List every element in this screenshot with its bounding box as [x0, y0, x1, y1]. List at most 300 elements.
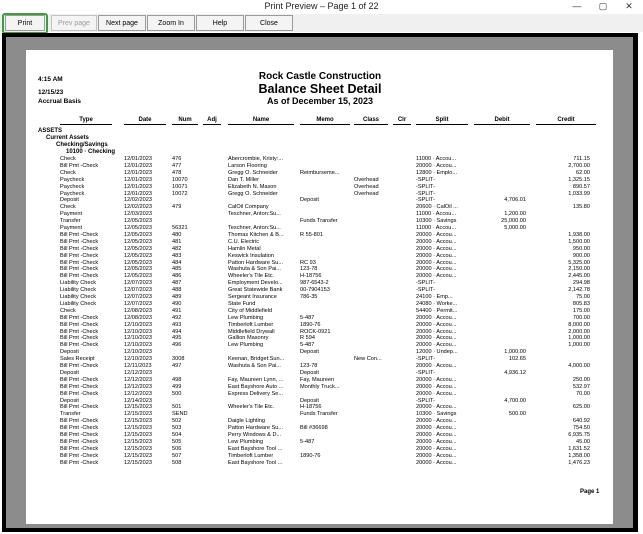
col-underline: [416, 124, 468, 125]
table-row: [0, 329, 643, 335]
cell-split: 20000 · Accou...: [416, 438, 457, 445]
cell-type: Sales Receipt: [60, 356, 95, 363]
col-header-debit: Debit: [494, 117, 510, 123]
cell-split: 24080 · Worke...: [416, 300, 458, 307]
cell-num: 504: [172, 432, 182, 438]
cell-credit: 70.00: [576, 390, 590, 397]
cell-num: 10072: [172, 190, 188, 197]
cell-type: Bill Pmt -Check: [60, 273, 99, 280]
table-row: [0, 232, 643, 238]
cell-split: -SPLIT-: [416, 183, 435, 190]
cell-name: CalOil Company: [228, 204, 269, 211]
cell-memo: Deposit: [300, 197, 319, 204]
cell-date: 12/05/2023: [124, 245, 152, 252]
cell-num: 491: [172, 307, 182, 314]
table-row: [0, 446, 643, 452]
cell-type: Bill Pmt -Check: [60, 245, 99, 252]
cell-type: Deposit: [60, 369, 79, 376]
restore-icon[interactable]: ▢: [598, 1, 608, 11]
cell-date: 12/01/2023: [124, 190, 152, 197]
cell-date: 12/15/2023: [124, 411, 152, 418]
cell-type: Bill Pmt -Check: [60, 404, 99, 411]
report-basis: Accrual Basis: [38, 98, 81, 105]
col-header-credit: Credit: [557, 117, 575, 123]
cell-num: SEND: [172, 411, 188, 418]
cell-num: 484: [172, 259, 182, 266]
cell-date: 12/03/2023: [124, 211, 152, 218]
cell-name: Abercrombie, Kristy:...: [228, 156, 284, 162]
cell-split: 20600 · CalOil ...: [416, 204, 458, 211]
cell-name: Lew Plumbing: [228, 342, 264, 349]
cell-split: 20000 · Accou...: [416, 383, 457, 390]
cell-split: -SPLIT-: [416, 280, 435, 287]
table-row: [0, 225, 643, 231]
cell-date: 12/05/2023: [124, 273, 152, 280]
cell-split: 20000 · Accou...: [416, 273, 457, 280]
cell-memo: 123-78: [300, 266, 318, 273]
section-assets: ASSETS: [38, 128, 63, 134]
cell-memo: 987-6543-2: [300, 280, 329, 287]
table-row: [0, 439, 643, 445]
cell-split: 20000 · Accou...: [416, 252, 457, 259]
cell-date: 12/01/2023: [124, 176, 152, 183]
cell-split: -SPLIT-: [416, 176, 435, 183]
cell-memo: 123-78: [300, 363, 318, 369]
cell-date: 12/10/2023: [124, 321, 152, 328]
cell-name: Keswick Insulation: [228, 252, 275, 259]
cell-num: 3008: [172, 356, 185, 363]
close-window-icon[interactable]: ✕: [625, 1, 633, 11]
cell-split: 54400 · Permit...: [416, 307, 458, 314]
cell-split: 20000 · Accou...: [416, 231, 457, 238]
cell-type: Bill Pmt -Check: [60, 328, 99, 335]
cell-name: Gregg O. Schneider: [228, 169, 278, 176]
cell-memo: R 594: [300, 335, 315, 342]
cell-split: -SPLIT-: [416, 397, 435, 404]
cell-date: 12/05/2023: [124, 266, 152, 273]
cell-split: 12000 · Undep...: [416, 349, 458, 356]
report-time: 4:15 AM: [38, 76, 63, 83]
cell-name: Employment Develo...: [228, 280, 283, 287]
cell-date: 12/05/2023: [124, 225, 152, 231]
table-row: [0, 391, 643, 397]
cell-credit: 1,938.00: [568, 231, 590, 238]
cell-split: 11000 · Accou...: [416, 156, 457, 162]
cell-memo: H-18756: [300, 273, 322, 280]
cell-split: 20000 · Accou...: [416, 404, 457, 411]
cell-type: Bill Pmt -Check: [60, 438, 99, 445]
table-row: [0, 280, 643, 286]
cell-memo: 5-487: [300, 314, 315, 321]
table-row: [0, 356, 643, 362]
cell-type: Transfer: [60, 411, 81, 418]
table-row: [0, 315, 643, 321]
cell-date: 12/14/2023: [124, 397, 152, 404]
cell-split: 12800 · Emplo...: [416, 169, 458, 176]
cell-split: 10300 · Savings: [416, 411, 457, 418]
cell-credit: 2,142.78: [568, 287, 590, 294]
cell-date: 12/12/2023: [124, 369, 152, 376]
cell-split: -SPLIT-: [416, 356, 435, 363]
cell-memo: ROCK-0921: [300, 328, 331, 335]
col-header-date: Date: [138, 117, 152, 123]
cell-type: Check: [60, 169, 76, 176]
table-row: [0, 335, 643, 341]
cell-type: Bill Pmt -Check: [60, 335, 99, 342]
company-name: Rock Castle Construction: [258, 71, 382, 82]
cell-split: 20000 · Accou...: [416, 266, 457, 273]
cell-credit: 950.00: [572, 245, 590, 252]
cell-date: 12/07/2023: [124, 300, 152, 307]
cell-credit: 1,000.00: [568, 335, 590, 342]
cell-date: 12/08/2023: [124, 314, 152, 321]
cell-class: New Con...: [354, 356, 382, 363]
col-header-memo: Memo: [316, 117, 334, 123]
minimize-icon[interactable]: —: [572, 1, 582, 11]
cell-type: Transfer: [60, 218, 81, 225]
cell-type: Bill Pmt -Check: [60, 162, 99, 169]
cell-num: 483: [172, 252, 182, 259]
cell-memo: 1890-76: [300, 321, 321, 328]
report-title: Balance Sheet Detail: [258, 82, 382, 96]
cell-split: -SPLIT-: [416, 369, 435, 376]
cell-credit: 625.00: [572, 404, 590, 411]
table-row: [0, 246, 643, 252]
cell-memo: 5-487: [300, 342, 315, 349]
cell-num: 503: [172, 425, 182, 432]
cell-credit: 250.00: [572, 376, 590, 383]
table-row: [0, 453, 643, 459]
cell-date: 12/12/2023: [124, 383, 152, 390]
cell-credit: 1,631.52: [568, 445, 590, 452]
cell-num: 501: [172, 404, 182, 411]
cell-debit: 500.00: [508, 411, 526, 418]
table-row: [0, 342, 643, 348]
cell-type: Bill Pmt -Check: [60, 459, 99, 466]
close-button[interactable]: Close: [245, 15, 293, 31]
cell-split: 20000 · Accou...: [416, 425, 457, 432]
help-button[interactable]: Help: [196, 15, 244, 31]
report-date: 12/15/23: [38, 89, 64, 96]
cell-date: 12/05/2023: [124, 252, 152, 259]
cell-date: 12/05/2023: [124, 238, 152, 245]
cell-date: 12/01/2023: [124, 169, 152, 176]
cell-memo: Deposit: [300, 349, 319, 356]
cell-memo: Reimburseme...: [300, 169, 340, 176]
cell-num: 508: [172, 459, 182, 466]
cell-memo: Monthly Truck...: [300, 383, 340, 390]
cell-date: 12/10/2023: [124, 328, 152, 335]
report-subtitle: As of December 15, 2023: [266, 96, 374, 106]
table-row: [0, 322, 643, 328]
cell-split: 20000 · Accou...: [416, 452, 457, 459]
cell-name: Hamlin Metal: [228, 245, 261, 252]
title-bar: [0, 0, 643, 14]
cell-credit: 2,000.00: [568, 328, 590, 335]
cell-credit: 890.57: [572, 183, 590, 190]
cell-name: Washuta & Son Pai...: [228, 363, 281, 369]
table-row: [0, 266, 643, 272]
col-underline: [203, 124, 221, 125]
prev-page-button[interactable]: Prev page: [51, 15, 97, 31]
cell-credit: 754.50: [572, 425, 590, 432]
cell-type: Deposit: [60, 197, 79, 204]
cell-name: Washuta & Son Pai...: [228, 266, 281, 273]
cell-num: 490: [172, 300, 182, 307]
table-row: [0, 204, 643, 210]
cell-num: 499: [172, 383, 182, 390]
cell-date: 12/10/2023: [124, 356, 152, 363]
cell-date: 12/07/2023: [124, 287, 152, 294]
cell-type: Bill Pmt -Check: [60, 418, 99, 425]
cell-num: 489: [172, 294, 182, 300]
table-row: [0, 156, 643, 162]
cell-name: Teschner, Anton:Su...: [228, 211, 281, 218]
cell-name: City of Middlefield: [228, 307, 273, 314]
cell-credit: 45.00: [576, 438, 590, 445]
cell-credit: 294.98: [572, 280, 590, 287]
table-row: [0, 370, 643, 376]
cell-credit: 8,000.00: [568, 321, 590, 328]
table-row: [0, 411, 643, 417]
cell-num: 488: [172, 287, 182, 294]
table-row: [0, 260, 643, 266]
cell-name: Sergeant Insurance: [228, 294, 277, 300]
cell-date: 12/10/2023: [124, 335, 152, 342]
cell-type: Liability Check: [60, 300, 97, 307]
cell-num: 497: [172, 363, 182, 369]
cell-credit: 175.00: [572, 307, 590, 314]
cell-credit: 532.97: [572, 383, 590, 390]
cell-name: C.U. Electric: [228, 238, 260, 245]
section-checking-savings: Checking/Savings: [56, 142, 108, 148]
cell-name: Elizabeth N. Mason: [228, 183, 277, 190]
table-row: [0, 170, 643, 176]
cell-date: 12/08/2023: [124, 307, 152, 314]
print-button[interactable]: Print: [5, 15, 45, 31]
cell-num: 479: [172, 204, 182, 211]
cell-date: 12/05/2023: [124, 231, 152, 238]
cell-num: 507: [172, 452, 182, 459]
cell-credit: 1,033.99: [568, 190, 590, 197]
cell-memo: 1890-76: [300, 452, 321, 459]
cell-num: 486: [172, 273, 182, 280]
cell-type: Deposit: [60, 397, 79, 404]
cell-type: Liability Check: [60, 287, 97, 294]
cell-num: 506: [172, 445, 182, 452]
cell-name: Timberloft Lumber: [228, 321, 274, 328]
col-underline: [228, 124, 294, 125]
cell-num: 505: [172, 438, 182, 445]
cell-num: 502: [172, 418, 182, 425]
cell-name: Wheeler's Tile Etc.: [228, 404, 275, 411]
cell-credit: 1,358.00: [568, 452, 590, 459]
col-underline: [393, 124, 411, 125]
cell-memo: Funds Transfer: [300, 411, 338, 418]
table-row: [0, 425, 643, 431]
cell-name: Keenan, Bridget:Sun...: [228, 356, 285, 363]
cell-split: 20000 · Accou...: [416, 321, 457, 328]
cell-name: Daigle Lighting: [228, 418, 266, 425]
cell-split: 20000 · Accou...: [416, 459, 457, 466]
cell-name: Timberloft Lumber: [228, 452, 274, 459]
cell-class: Overhead: [354, 183, 379, 190]
cell-type: Bill Pmt -Check: [60, 390, 99, 397]
cell-credit: 640.92: [572, 418, 590, 425]
cell-split: -SPLIT-: [416, 190, 435, 197]
cell-type: Bill Pmt -Check: [60, 238, 99, 245]
cell-debit: 4,706.01: [504, 197, 526, 204]
cell-type: Bill Pmt -Check: [60, 363, 99, 369]
cell-credit: 2,445.00: [568, 273, 590, 280]
cell-num: 482: [172, 245, 182, 252]
cell-memo: 00-7904153: [300, 287, 330, 294]
table-row: [0, 184, 643, 190]
cell-date: 12/11/2023: [124, 363, 152, 369]
page-number: Page 1: [580, 489, 600, 495]
cell-num: 495: [172, 335, 182, 342]
cell-split: 20000 · Accou...: [416, 445, 457, 452]
col-underline: [536, 124, 596, 125]
cell-date: 12/15/2023: [124, 404, 152, 411]
cell-type: Paycheck: [60, 176, 85, 183]
zoom-in-button[interactable]: Zoom In: [147, 15, 195, 31]
section-checking-account: 10100 · Checking: [66, 149, 116, 155]
cell-memo: 5-487: [300, 438, 315, 445]
cell-type: Bill Pmt -Check: [60, 314, 99, 321]
col-header-split: Split: [435, 117, 449, 123]
cell-num: 496: [172, 342, 182, 349]
cell-name: Dan T. Miller: [228, 176, 259, 183]
cell-credit: 62.00: [576, 169, 590, 176]
cell-type: Bill Pmt -Check: [60, 383, 99, 390]
cell-credit: 135.80: [572, 204, 590, 211]
cell-split: 20000 · Accou...: [416, 259, 457, 266]
cell-num: 10070: [172, 176, 188, 183]
cell-num: 493: [172, 321, 182, 328]
cell-split: 20000 · Accou...: [416, 390, 457, 397]
cell-num: 492: [172, 314, 182, 321]
cell-date: 12/02/2023: [124, 204, 152, 211]
cell-memo: RC 93: [300, 259, 316, 266]
cell-type: Bill Pmt -Check: [60, 452, 99, 459]
cell-debit: 4,936.12: [504, 369, 526, 376]
cell-name: Teschner, Anton:Su...: [228, 225, 281, 231]
cell-split: -SPLIT-: [416, 197, 435, 204]
table-row: [0, 191, 643, 197]
cell-name: East Bayshore Tool ...: [228, 445, 283, 452]
cell-split: 24100 · Emp...: [416, 294, 453, 300]
table-row: [0, 273, 643, 279]
cell-memo: H-18756: [300, 404, 322, 411]
cell-date: 12/01/2023: [124, 156, 152, 162]
table-row: [0, 308, 643, 314]
cell-name: Express Delivery Se...: [228, 390, 284, 397]
cell-name: East Bayshore Tool ...: [228, 459, 283, 466]
cell-split: 20000 · Accou...: [416, 342, 457, 349]
cell-memo: Fay, Maureen: [300, 376, 335, 383]
cell-type: Bill Pmt -Check: [60, 266, 99, 273]
col-underline: [172, 124, 198, 125]
cell-credit: 1,000.00: [568, 342, 590, 349]
cell-num: 494: [172, 328, 182, 335]
table-row: [0, 460, 643, 466]
cell-split: 11000 · Accou...: [416, 225, 457, 231]
table-row: [0, 211, 643, 217]
cell-name: Patton Hardware Su...: [228, 425, 284, 432]
cell-type: Bill Pmt -Check: [60, 259, 99, 266]
cell-type: Liability Check: [60, 294, 97, 300]
cell-num: 476: [172, 156, 182, 162]
cell-credit: 900.00: [572, 252, 590, 259]
cell-credit: 805.83: [572, 300, 590, 307]
cell-date: 12/15/2023: [124, 425, 152, 432]
col-underline: [474, 124, 530, 125]
cell-type: Check: [60, 307, 76, 314]
cell-date: 12/15/2023: [124, 452, 152, 459]
table-row: [0, 197, 643, 203]
table-row: [0, 218, 643, 224]
table-row: [0, 301, 643, 307]
cell-date: 12/10/2023: [124, 342, 152, 349]
cell-credit: 700.00: [572, 314, 590, 321]
cell-type: Bill Pmt -Check: [60, 321, 99, 328]
cell-num: 478: [172, 169, 182, 176]
cell-class: Overhead: [354, 176, 379, 183]
col-underline: [60, 124, 112, 125]
cell-memo: Deposit: [300, 369, 319, 376]
col-header-num: Num: [178, 117, 192, 123]
col-header-clr: Clr: [397, 117, 407, 123]
cell-date: 12/10/2023: [124, 349, 152, 356]
cell-split: 20000 · Accou...: [416, 162, 457, 169]
cell-memo: Deposit: [300, 397, 319, 404]
cell-split: 10300 · Savings: [416, 218, 457, 225]
cell-name: Great Statewide Bank: [228, 287, 283, 294]
table-row: [0, 432, 643, 438]
preview-toolbar: [0, 14, 643, 32]
cell-num: 56321: [172, 225, 188, 231]
cell-split: 20000 · Accou...: [416, 314, 457, 321]
cell-name: Wheeler's Tile Etc.: [228, 273, 275, 280]
table-row: [0, 163, 643, 169]
cell-date: 12/15/2023: [124, 432, 152, 438]
cell-date: 12/01/2023: [124, 162, 152, 169]
cell-date: 12/07/2023: [124, 294, 152, 300]
cell-name: Lew Plumbing: [228, 438, 264, 445]
cell-name: Gallion Masonry: [228, 335, 269, 342]
cell-debit: 5,000.00: [504, 225, 526, 231]
cell-split: 20000 · Accou...: [416, 245, 457, 252]
cell-credit: 6,935.75: [568, 432, 590, 438]
cell-num: 498: [172, 376, 182, 383]
cell-type: Liability Check: [60, 280, 97, 287]
cell-memo: R 55-801: [300, 231, 324, 238]
col-underline: [300, 124, 350, 125]
cell-name: Lew Plumbing: [228, 314, 264, 321]
cell-date: 12/15/2023: [124, 418, 152, 425]
cell-name: Thomas Kitchen & B...: [228, 231, 284, 238]
cell-type: Payment: [60, 225, 83, 231]
col-underline: [354, 124, 388, 125]
cell-split: 20000 · Accou...: [416, 238, 457, 245]
cell-name: Perry Windows & D...: [228, 432, 282, 438]
col-header-type: Type: [79, 117, 93, 123]
cell-num: 485: [172, 266, 182, 273]
cell-debit: 4,700.00: [504, 397, 526, 404]
cell-type: Bill Pmt -Check: [60, 432, 99, 438]
next-page-button[interactable]: Next page: [98, 15, 146, 31]
